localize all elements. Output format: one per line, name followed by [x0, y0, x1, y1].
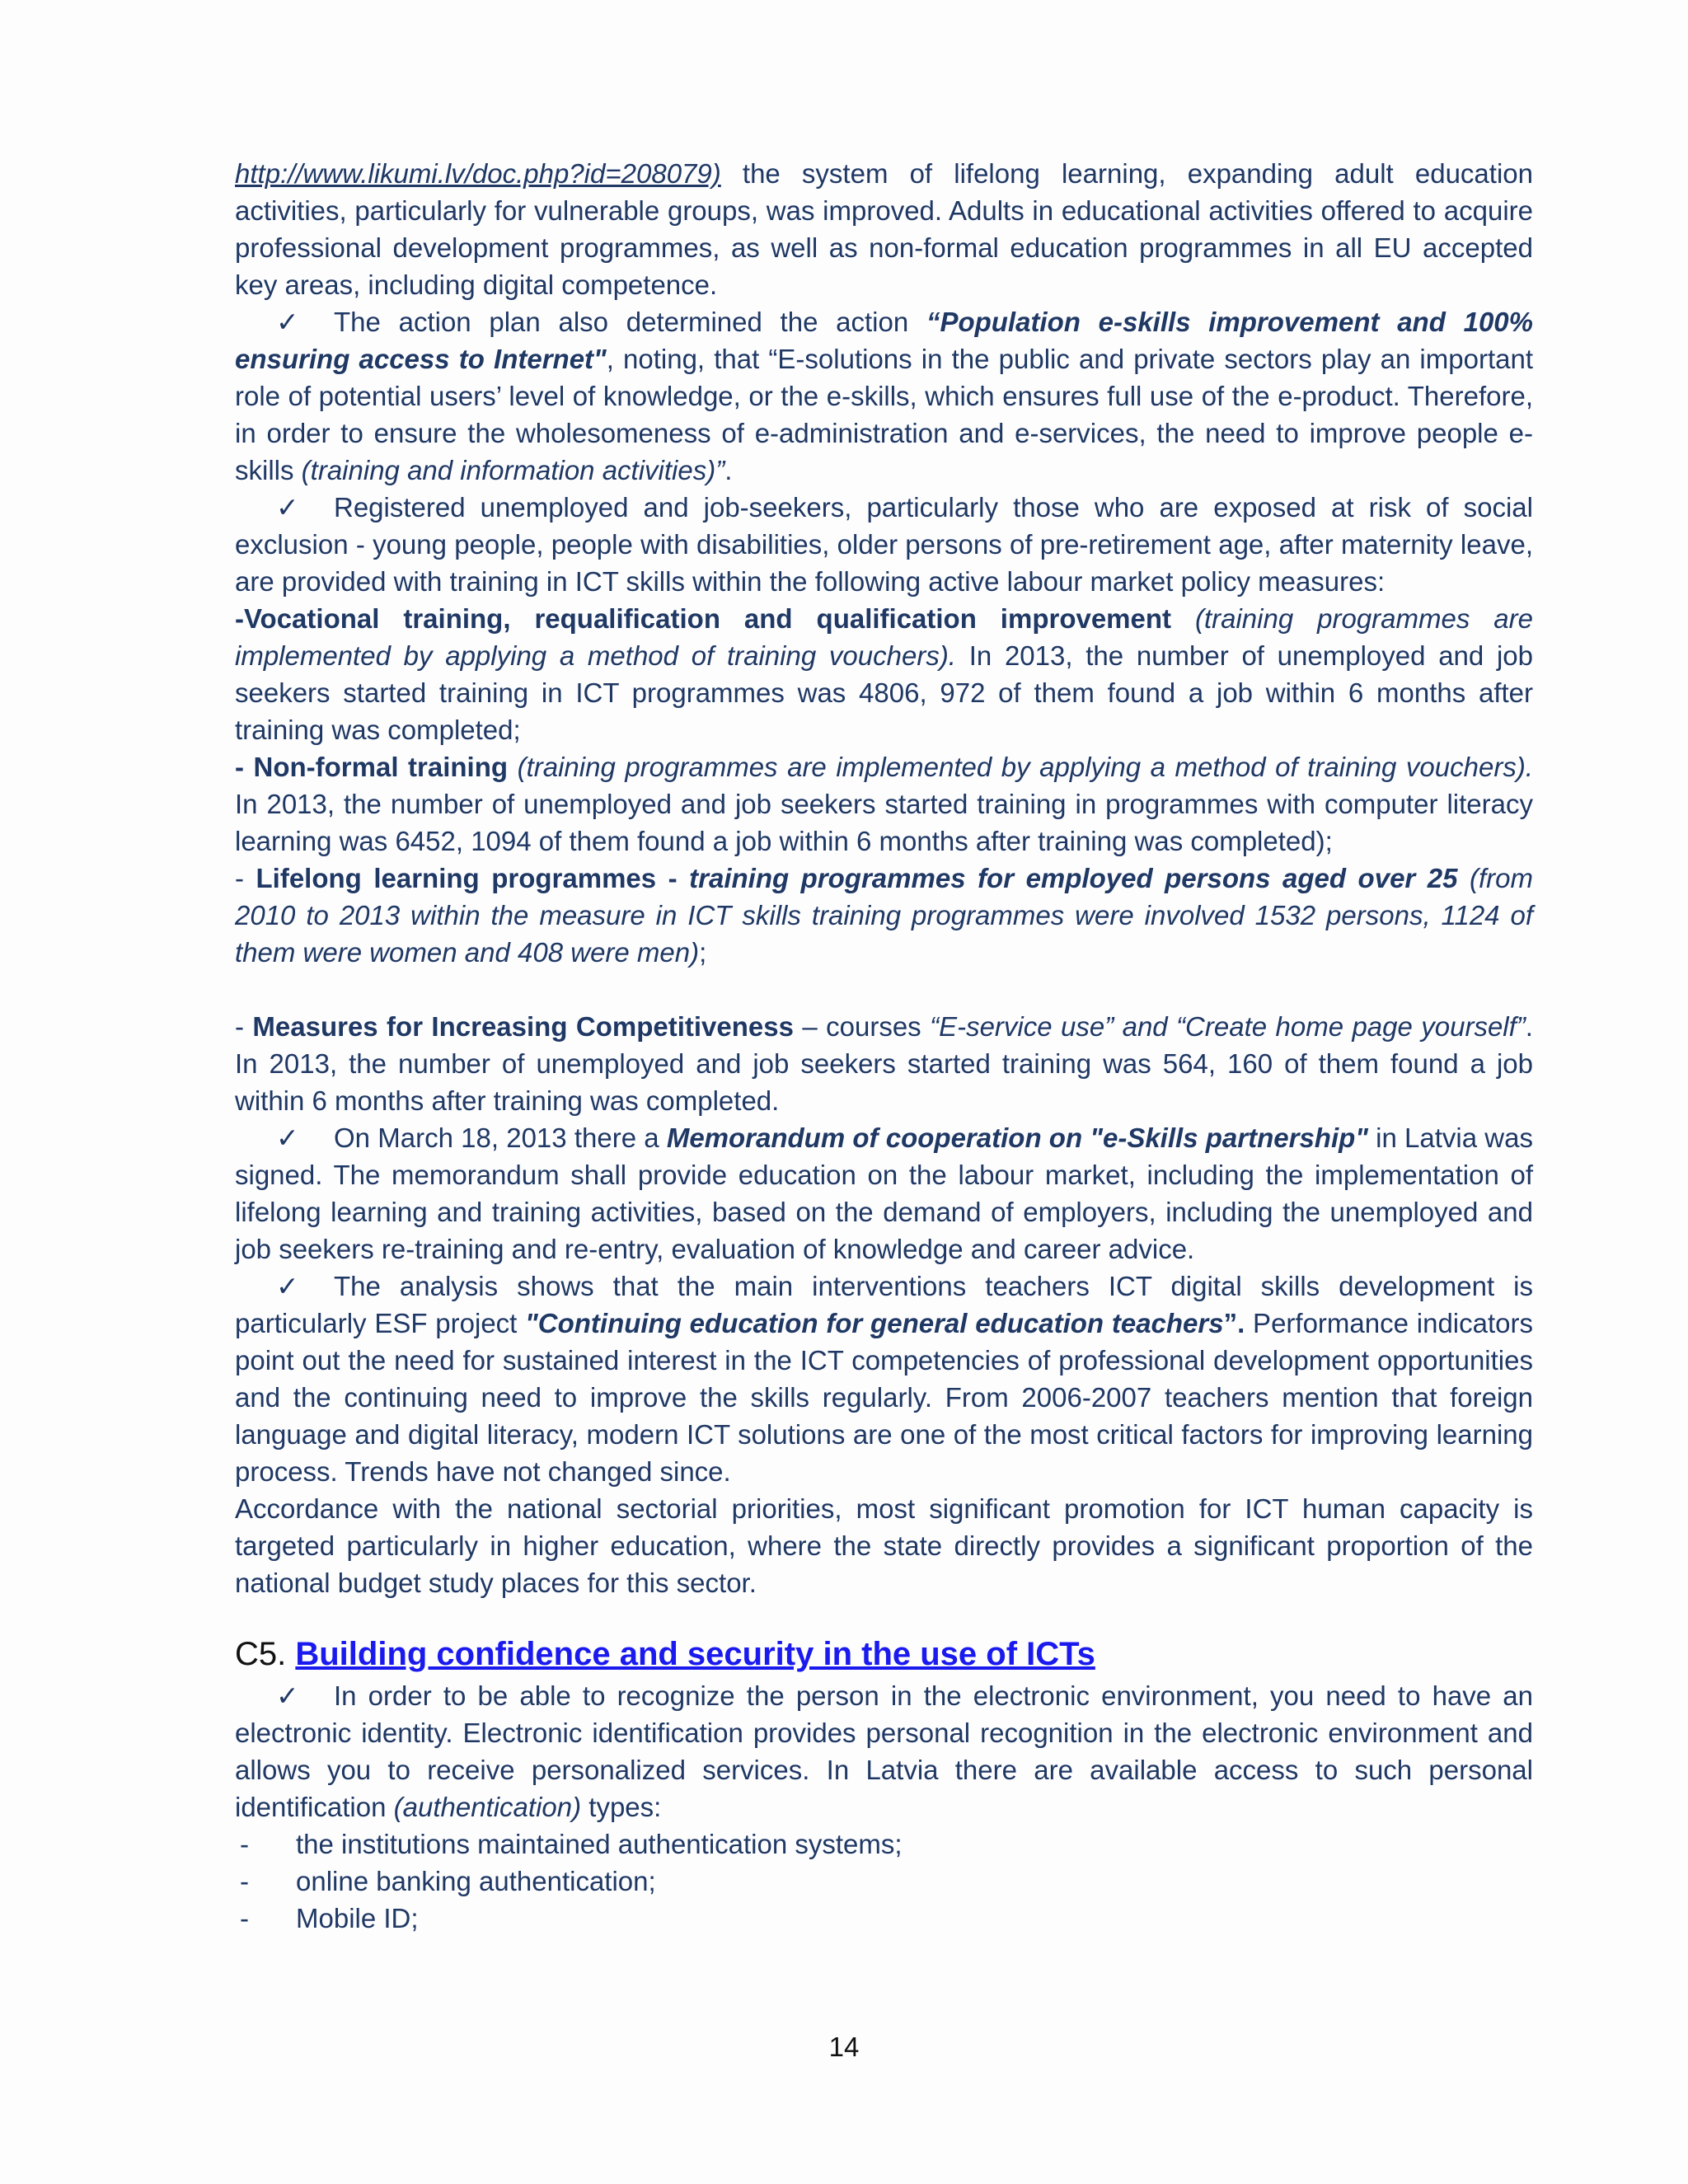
list-item: - the institutions maintained authentication systems;	[235, 1825, 1533, 1863]
checkmark-icon: ✓	[276, 1680, 299, 1711]
likumi-link[interactable]: http://www.likumi.lv/doc.php?id=208079)	[235, 158, 721, 189]
memorandum-title: Memorandum of cooperation on "e-Skills partnership"	[666, 1122, 1368, 1153]
paragraph-teachers-analysis: ✓ The analysis shows that the main interventions teachers ICT digital skills development is particularly ESF project "Continuing education for general education teachers”. Performance indicators point out the need for sustained interest in the ICT competencies of professional development opportunities and the continuing need to improve the skills regularly. From 2006-2007 teachers mention that foreign language and digital literacy, modern ICT solutions are one of the most critical factors for improving learning process. Trends have not changed since.	[235, 1268, 1533, 1490]
paragraph-non-formal-training: - Non-formal training (training programmes are implemented by applying a method of training vouchers). In 2013, the number of unemployed and job seekers started training in programmes with computer literacy learning was 6452, 1094 of them found a job within 6 months after training was completed);	[235, 752, 1533, 856]
paragraph-memorandum: ✓ On March 18, 2013 there a Memorandum of cooperation on "e-Skills partnership" in Latvia was signed. The memorandum shall provide education on the labour market, including the implementation of lifelong learning and training activities, based on the demand of employers, including the unemployed and job seekers re-training and re-entry, evaluation of knowledge and career advice.	[235, 1119, 1533, 1268]
paragraph-vocational-training: -Vocational training, requalification and qualification improvement (training programmes are implemented by applying a method of training vouchers). In 2013, the number of unemployed and job seekers started training in ICT programmes was 4806, 972 of them found a job within 6 months after training was completed;	[235, 603, 1534, 745]
checkmark-icon: ✓	[276, 1271, 299, 1301]
action-title: “Population e-skills improvement and 100% ensuring access to Internet"	[235, 307, 1533, 374]
paragraph-competitiveness: - Measures for Increasing Competitiveness – courses “E-service use” and “Create home page yourself”. In 2013, the number of unemployed and job seekers started training was 564, 160 of them found a job within 6 months after training was completed.	[235, 1011, 1533, 1116]
checkmark-icon: ✓	[276, 307, 299, 337]
section-title-link[interactable]: Building confidence and security in the use of ICTs	[295, 1636, 1095, 1672]
project-title: "Continuing education for general education teachers	[525, 1308, 1224, 1338]
paragraph-registered-unemployed: ✓ Registered unemployed and job-seekers, particularly those who are exposed at risk of social exclusion - young people, people with disabilities, older persons of pre-retirement age, after maternity leave, are provided with training in ICT skills within the following active labour market policy measures:	[235, 489, 1533, 600]
section-heading-c5	[235, 1633, 1533, 1675]
paragraph-national-priorities: Accordance with the national sectorial priorities, most significant promotion for ICT human capacity is targeted particularly in higher education, where the state directly provides a significant proportion of the national budget study places for this sector.	[235, 1493, 1533, 1598]
paragraph-electronic-identity: ✓ In order to be able to recognize the person in the electronic environment, you need to have an electronic identity. Electronic identification provides personal recognition in the electronic environment and allows you to receive personalized services. In Latvia there are available access to such personal identification (authentication) types:	[235, 1677, 1533, 1825]
checkmark-icon: ✓	[276, 1122, 299, 1153]
page-number: 14	[828, 2032, 860, 2062]
section-number: C5.	[235, 1636, 296, 1672]
measure-title: -Vocational training, requalification and qualification improvement	[235, 603, 1172, 634]
measure-title: Measures for Increasing Competitiveness	[252, 1011, 794, 1042]
blank-line	[235, 971, 1533, 1008]
list-item: - online banking authentication;	[235, 1863, 1533, 1900]
list-item: - Mobile ID;	[235, 1900, 1533, 1937]
measure-title: - Non-formal training	[235, 752, 509, 782]
paragraph-text: the system of lifelong learning, expanding adult education activities, particularly for vulnerable groups, was improved. Adults in educational activities offered to acquire professional development programmes, as well as non-formal education programmes in all EU accepted key areas, including digital competence.	[235, 158, 1533, 300]
measure-title: Lifelong learning programmes -	[256, 863, 690, 893]
dash-bullet: -	[240, 1903, 249, 1933]
paragraph-lifelong-programmes: - Lifelong learning programmes - training programmes for employed persons aged over 25 (from 2010 to 2013 within the measure in ICT skills training programmes were involved 1532 persons, 1124 of them were women and 408 were men);	[235, 863, 1533, 968]
checkmark-icon: ✓	[276, 492, 299, 523]
paragraph-lifelong-learning	[235, 155, 1533, 303]
paragraph-action-plan: ✓ The action plan also determined the action “Population e-skills improvement and 100% ensuring access to Internet", noting, that “E-solutions in the public and private sectors play an important role of potential users’ level of knowledge, or the e-skills, which ensures full use of the e-product. Therefore, in order to ensure the wholesomeness of e-administration and e-services, the need to improve people e-skills (training and information activities)”.	[235, 303, 1533, 489]
dash-bullet: -	[240, 1866, 249, 1896]
dash-bullet: -	[240, 1829, 249, 1859]
body-text	[235, 155, 1533, 1937]
